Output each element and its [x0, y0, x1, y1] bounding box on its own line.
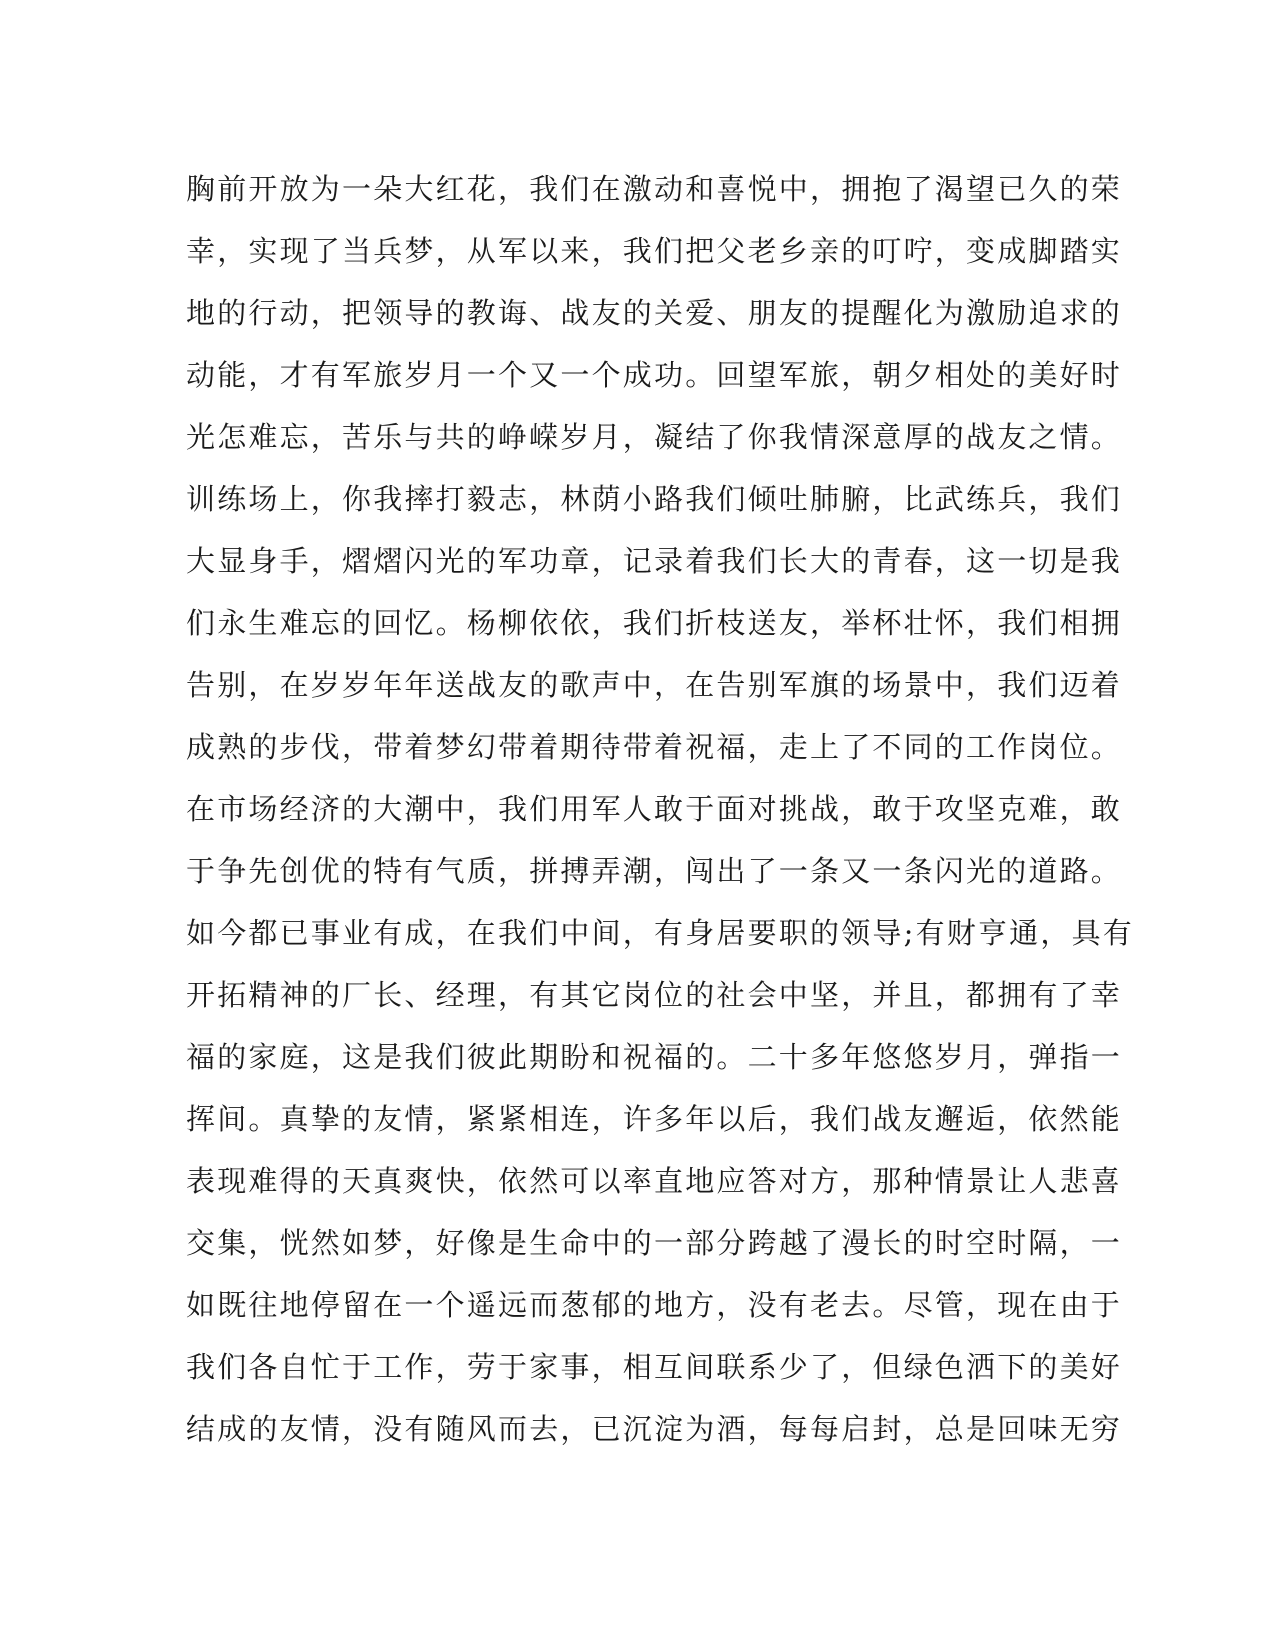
text-line: 交集，恍然如梦，好像是生命中的一部分跨越了漫长的时空时隔，一 [186, 1226, 1123, 1260]
text-line: 训练场上，你我摔打毅志，林荫小路我们倾吐肺腑，比武练兵，我们 [186, 482, 1123, 516]
text-line: 我们各自忙于工作，劳于家事，相互间联系少了，但绿色洒下的美好 [186, 1350, 1123, 1384]
text-line: 于争先创优的特有气质，拼搏弄潮，闯出了一条又一条闪光的道路。 [186, 854, 1123, 888]
text-line: 成熟的步伐，带着梦幻带着期待带着祝福，走上了不同的工作岗位。 [186, 730, 1123, 764]
text-line: 们永生难忘的回忆。杨柳依依，我们折枝送友，举杯壮怀，我们相拥 [186, 606, 1123, 640]
text-line: 地的行动，把领导的教诲、战友的关爱、朋友的提醒化为激励追求的 [186, 296, 1123, 330]
text-line: 大显身手，熠熠闪光的军功章，记录着我们长大的青春，这一切是我 [186, 544, 1123, 578]
text-line: 幸，实现了当兵梦，从军以来，我们把父老乡亲的叮咛，变成脚踏实 [186, 234, 1123, 268]
body-text [186, 158, 1134, 1460]
text-line: 胸前开放为一朵大红花，我们在激动和喜悦中，拥抱了渴望已久的荣 [186, 172, 1123, 206]
text-line: 如今都已事业有成，在我们中间，有身居要职的领导;有财亨通，具有 [186, 916, 1134, 950]
text-line: 告别，在岁岁年年送战友的歌声中，在告别军旗的场景中，我们迈着 [186, 668, 1123, 702]
text-line: 福的家庭，这是我们彼此期盼和祝福的。二十多年悠悠岁月，弹指一 [186, 1040, 1123, 1074]
text-line: 光怎难忘，苦乐与共的峥嵘岁月，凝结了你我情深意厚的战友之情。 [186, 420, 1123, 454]
text-line: 动能，才有军旅岁月一个又一个成功。回望军旅，朝夕相处的美好时 [186, 358, 1123, 392]
text-line: 如既往地停留在一个遥远而葱郁的地方，没有老去。尽管，现在由于 [186, 1288, 1123, 1322]
text-line: 开拓精神的厂长、经理，有其它岗位的社会中坚，并且，都拥有了幸 [186, 978, 1123, 1012]
text-line: 结成的友情，没有随风而去，已沉淀为酒，每每启封，总是回味无穷 [186, 1412, 1123, 1446]
text-line: 表现难得的天真爽快，依然可以率直地应答对方，那种情景让人悲喜 [186, 1164, 1123, 1198]
text-line: 挥间。真挚的友情，紧紧相连，许多年以后，我们战友邂逅，依然能 [186, 1102, 1123, 1136]
text-line: 在市场经济的大潮中，我们用军人敢于面对挑战，敢于攻坚克难，敢 [186, 792, 1123, 826]
